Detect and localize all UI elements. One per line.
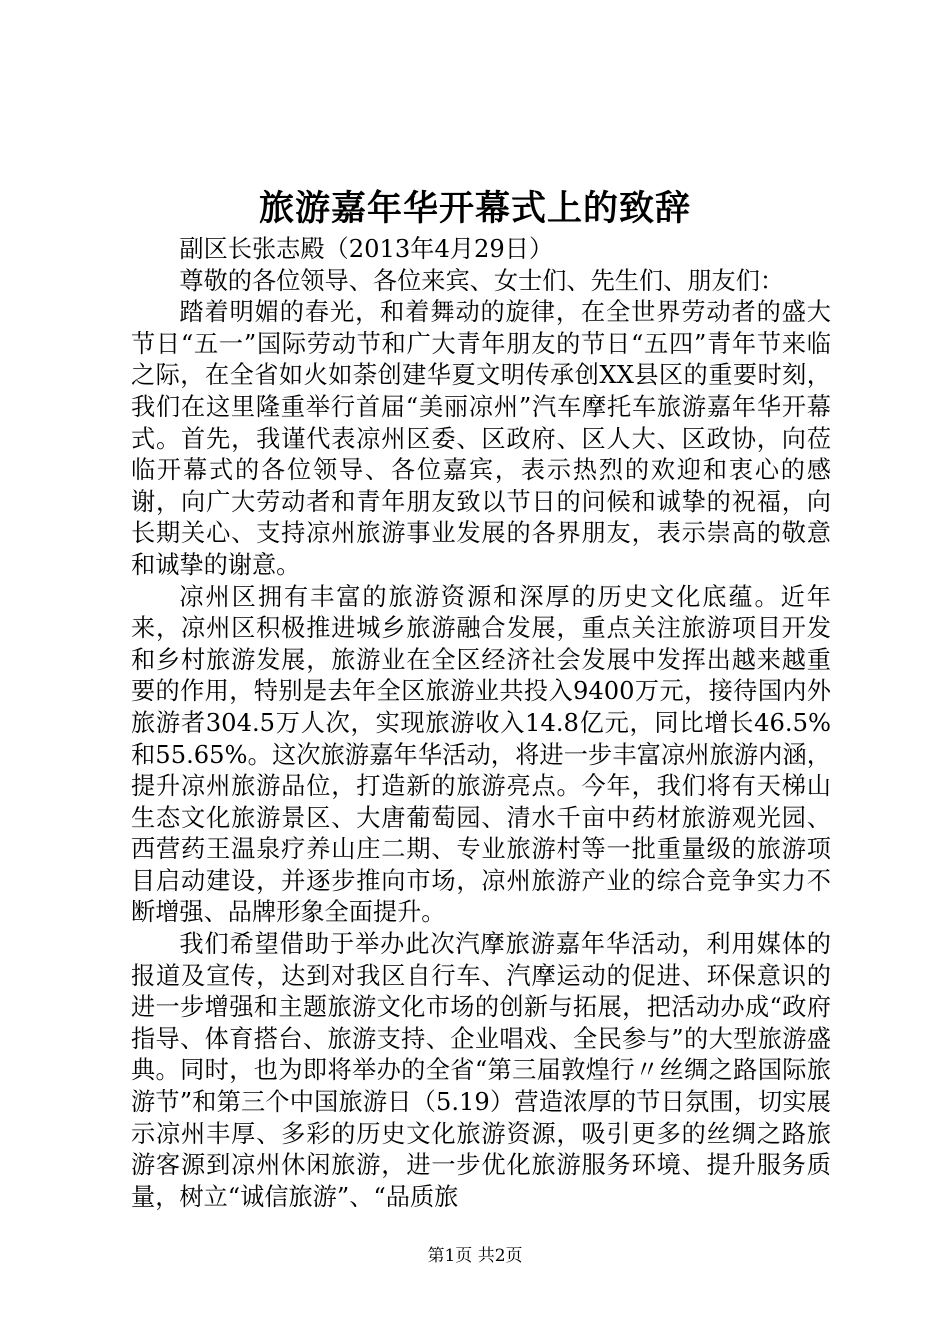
paragraph: 我们希望借助于举办此次汽摩旅游嘉年华活动，利用媒体的报道及宣传，达到对我区自行车、汽摩运动的促进、环保意识的进一步增强和主题旅游文化市场的创新与拓展，把活动办成“政府指导、体育搭台、旅游支持、企业唱戏、全民参与”的大型旅游盛典。同时，也为即将举办的全省“第三届敦煌行〃丝绸之路国际旅游节”和第三个中国旅游日（5.19）营造浓厚的节日氛围，切实展示凉州丰厚、多彩的历史文化旅游资源，吸引更多的丝绸之路旅游客源到凉州休闲旅游，进一步优化旅游服务环境、提升服务质量，树立“诚信旅游”、“品质旅 [131, 930, 831, 1211]
document-title: 旅游嘉年华开幕式上的致辞 [258, 188, 691, 229]
byline: 副区长张志殿（2013年4月29日） [179, 235, 554, 263]
page-indicator: 第1页 共2页 [427, 1246, 523, 1266]
paragraph: 凉州区拥有丰富的旅游资源和深厚的历史文化底蕴。近年来，凉州区积极推进城乡旅游融合发展，重点关注旅游项目开发和乡村旅游发展，旅游业在全区经济社会发展中发挥出越来越重要的作用，特别是去年全区旅游业共投入9400万元，接待国内外旅游者304.5万人次，实现旅游收入14.8亿元，同比增长46.5%和55.65%。这次旅游嘉年华活动，将进一步丰富凉州旅游内涵，提升凉州旅游品位，打造新的旅游亮点。今年，我们将有天梯山生态文化旅游景区、大唐葡萄园、清水千亩中药材旅游观光园、西营药王温泉疗养山庄二期、专业旅游村等一批重量级的旅游项目启动建设，并逐步推向市场，凉州旅游产业的综合竞争实力不断增强、品牌形象全面提升。 [131, 582, 831, 927]
document-body [131, 234, 831, 1213]
salutation: 尊敬的各位领导、各位来宾、女士们、先生们、朋友们： [179, 266, 785, 295]
paragraph: 踏着明媚的春光，和着舞动的旋律，在全世界劳动者的盛大节日“五一”国际劳动节和广大青年朋友的节日“五四”青年节来临之际，在全省如火如荼创建华夏文明传承创XX县区的重要时刻，我们在这里隆重举行首届“美丽凉州”汽车摩托车旅游嘉年华开幕式。首先，我谨代表凉州区委、区政府、区人大、区政协，向莅临开幕式的各位领导、各位嘉宾，表示热烈的欢迎和衷心的感谢，向广大劳动者和青年朋友致以节日的问候和诚挚的祝福，向长期关心、支持凉州旅游事业发展的各界朋友，表示崇高的敬意和诚挚的谢意。 [131, 298, 831, 579]
